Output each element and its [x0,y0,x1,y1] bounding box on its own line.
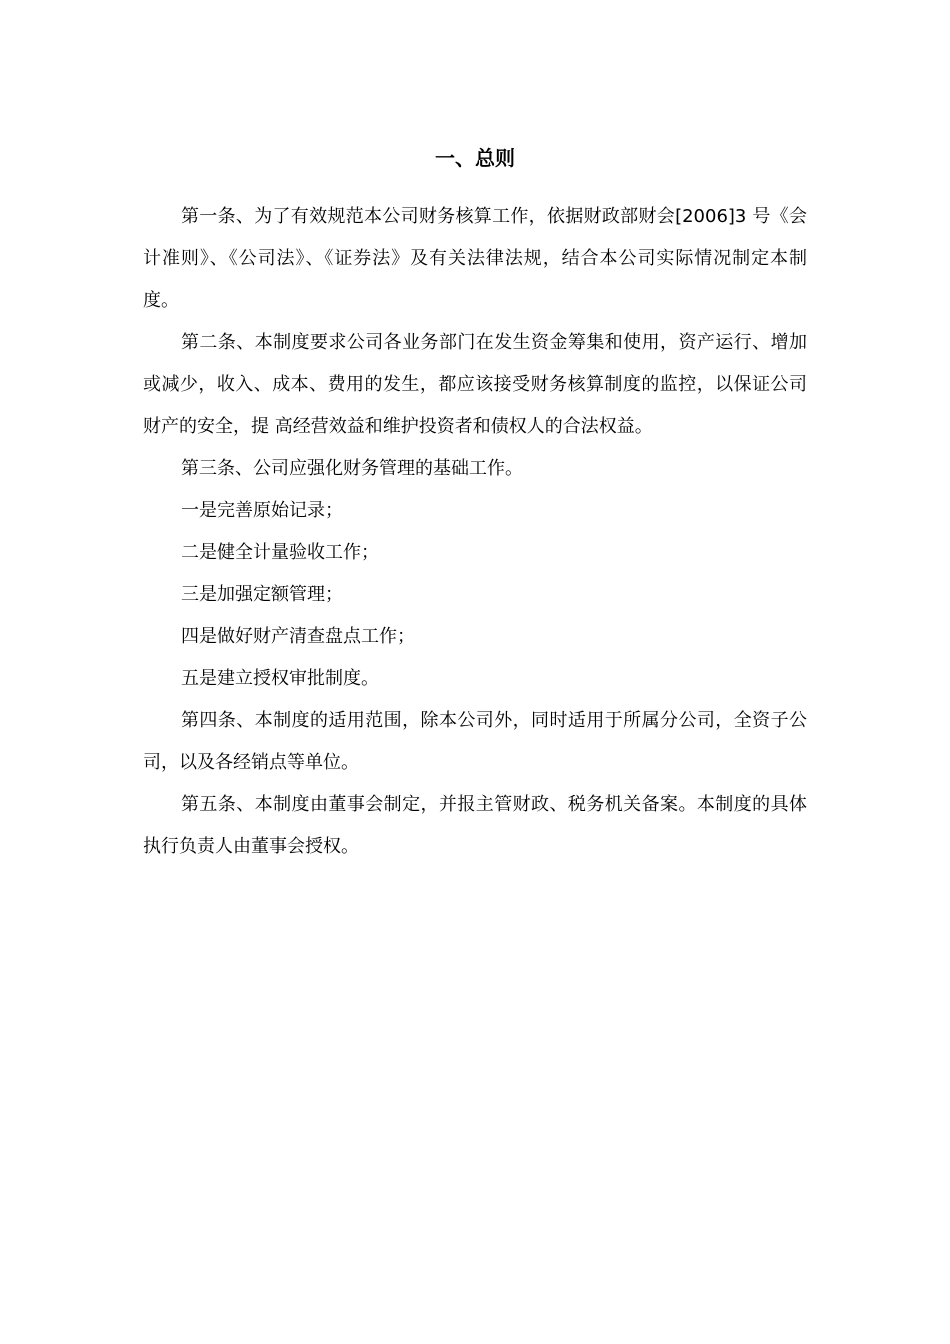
article-3-paragraph: 第三条、公司应强化财务管理的基础工作。 [181,458,523,479]
list-item-5: 五是建立授权审批制度。 [181,668,379,689]
list-item-3: 三是加强定额管理； [181,584,343,605]
list-item-4: 四是做好财产清查盘点工作； [181,626,415,647]
section-title: 一、总则 [435,146,515,170]
article-5-paragraph: 第五条、本制度由董事会制定，并报主管财政、税务机关备案。本制度的具体执行负责人由董事会授权。 [143,794,807,857]
document-body [143,196,807,868]
article-2-paragraph: 第二条、本制度要求公司各业务部门在发生资金筹集和使用，资产运行、增加或减少，收入、成本、费用的发生，都应该接受财务核算制度的监控，以保证公司财产的安全，提 高经营效益和维护投资者和债权人的合法权益。 [143,332,807,437]
list-item-1: 一是完善原始记录； [181,500,343,521]
article-4-paragraph: 第四条、本制度的适用范围，除本公司外，同时适用于所属分公司，全资子公司，以及各经销点等单位。 [143,710,807,773]
article-1-paragraph: 第一条、为了有效规范本公司财务核算工作，依据财政部财会[2006]3 号《会计准则》、《公司法》、《证券法》及有关法律法规，结合本公司实际情况制定本制度。 [143,206,807,311]
list-item-2: 二是健全计量验收工作； [181,542,379,563]
